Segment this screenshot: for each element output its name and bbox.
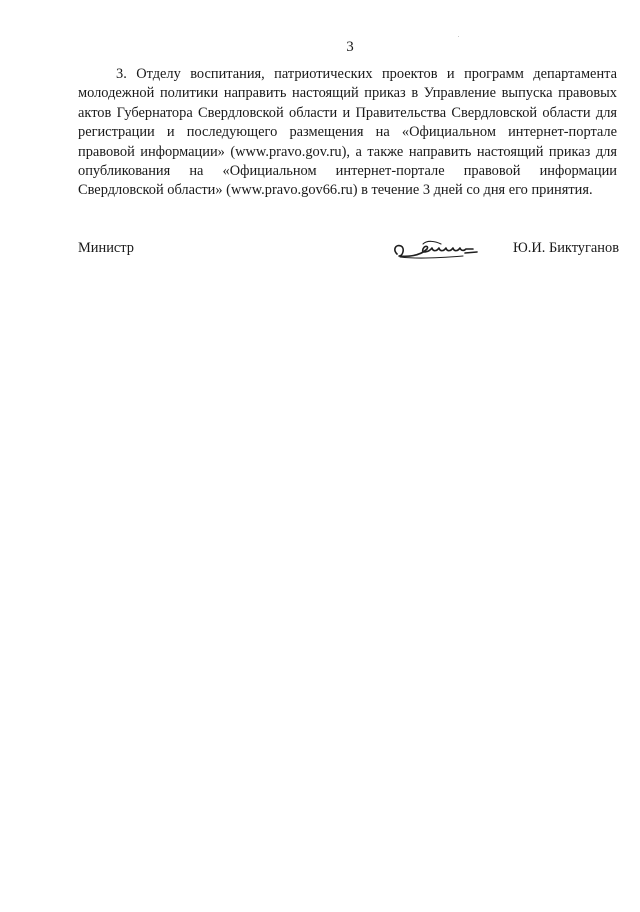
signer-title: Министр	[78, 240, 134, 256]
signer-name: Ю.И. Биктуганов	[512, 240, 619, 256]
handwritten-signature	[391, 236, 481, 262]
scan-speck	[458, 36, 459, 37]
page-number: 3	[346, 39, 354, 55]
signature-block	[78, 236, 619, 266]
order-paragraph-3: 3. Отделу воспитания, патриотических проектов и программ департамента молодежной политики направить настоящий приказ в Управление выпуска правовых актов Губернатора Свердловской области и Правительства Свердловской области для регистрации и последующего размещения на «Официальном интернет-портале правовой информации» (www.pravo.gov.ru), а также направить настоящий приказ для опубликования на «Официальном интернет-портале правовой информации Свердловской области» (www.pravo.gov66.ru) в течение 3 дней со дня его принятия.	[78, 66, 617, 199]
